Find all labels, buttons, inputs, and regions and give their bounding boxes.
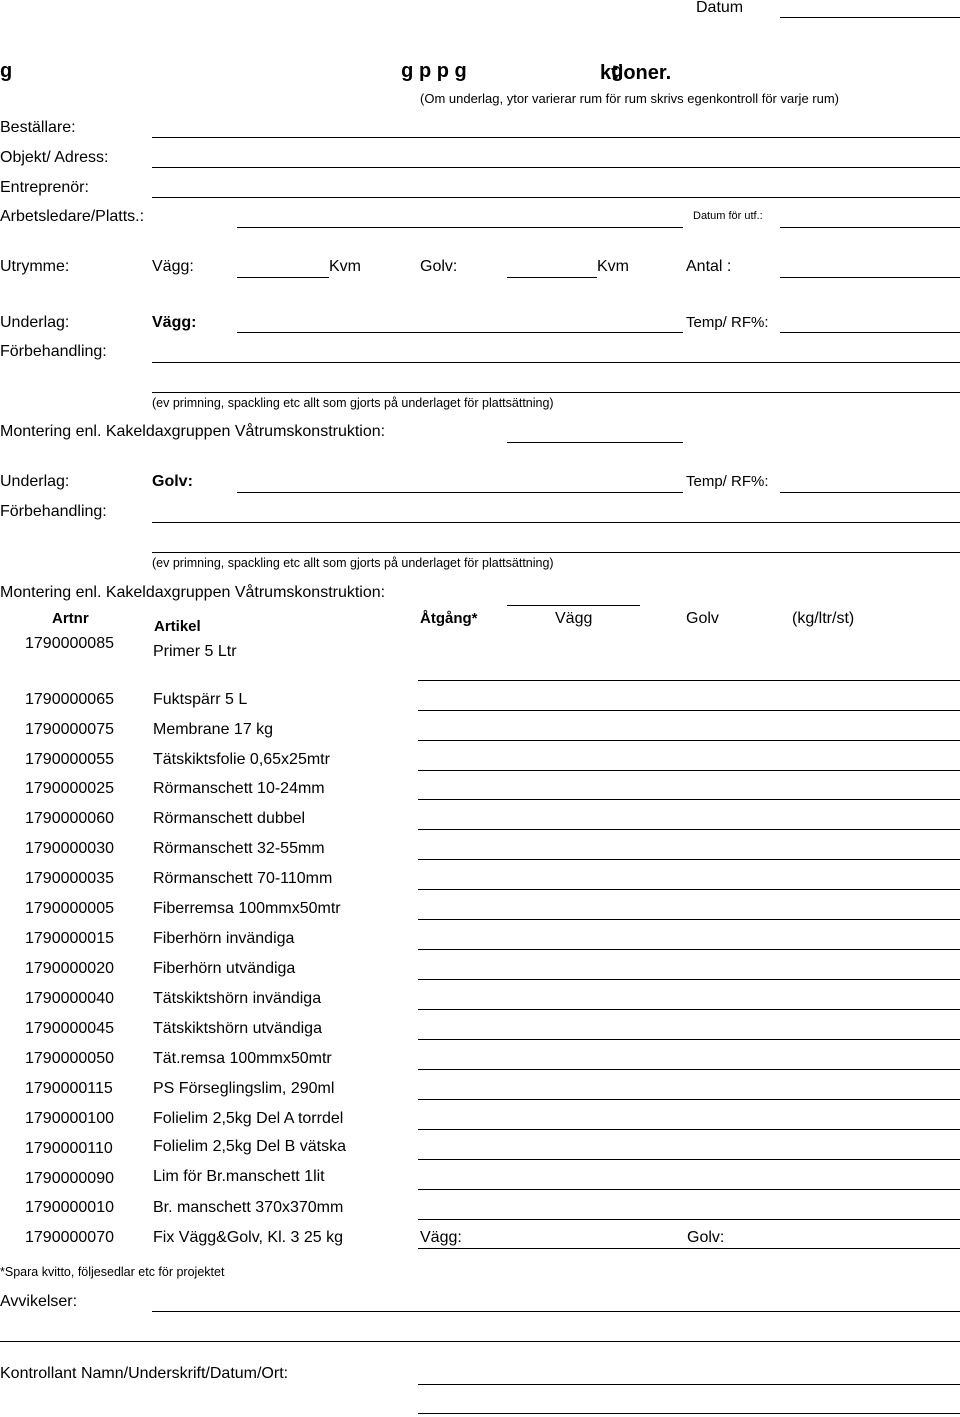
usage-line[interactable]: [418, 1099, 960, 1100]
row-article: Rörmanschett 70-110mm: [153, 870, 333, 887]
controller-label: Kontrollant Namn/Underskrift/Datum/Ort:: [0, 1365, 289, 1382]
row-artnr: 1790000030: [25, 840, 114, 857]
row-artnr: 1790000090: [25, 1170, 114, 1187]
usage-line[interactable]: [418, 859, 960, 860]
usage-line[interactable]: [418, 1129, 960, 1130]
wall-pretreatment-label: Förbehandling:: [0, 343, 107, 360]
floor-substrate-label: Underlag:: [0, 473, 70, 490]
wall-temp-field[interactable]: [780, 332, 960, 333]
contractor-label: Entreprenör:: [0, 179, 89, 196]
room-label: Utrymme:: [0, 258, 70, 275]
row-article: Br. manschett 370x370mm: [153, 1199, 344, 1216]
col-unit-header: (kg/ltr/st): [792, 610, 855, 627]
wall-temp-label: Temp/ RF%:: [686, 314, 769, 331]
usage-line[interactable]: [418, 710, 960, 711]
usage-line[interactable]: [418, 979, 960, 980]
row-article: PS Förseglingslim, 290ml: [153, 1080, 335, 1097]
last-row-floor-label: Golv:: [687, 1229, 725, 1246]
floor-mounting-field[interactable]: [507, 605, 640, 606]
row-article: Fiberhörn invändiga: [153, 930, 295, 947]
row-article: Tätskiktshörn utvändiga: [153, 1020, 322, 1037]
clipped-heading-glyphs: g g p p g g: [0, 60, 624, 82]
date-exec-label: Datum för utf.:: [693, 210, 763, 222]
wall-substrate-field[interactable]: [237, 332, 683, 333]
row-artnr: 1790000085: [25, 635, 114, 652]
room-floor-label: Golv:: [420, 258, 458, 275]
clipped-heading-fragment: [0, 60, 624, 84]
deviations-label: Avvikelser:: [0, 1293, 78, 1310]
usage-line[interactable]: [418, 740, 960, 741]
object-address-field[interactable]: [152, 167, 960, 168]
wall-pretreatment-field-2[interactable]: [152, 392, 960, 393]
row-artnr: 1790000040: [25, 990, 114, 1007]
room-wall-field[interactable]: [237, 277, 329, 278]
document-subtitle: (Om underlag, ytor varierar rum för rum skrivs egenkontroll för varje rum): [420, 91, 840, 106]
row-artnr: 1790000050: [25, 1050, 114, 1067]
floor-temp-field[interactable]: [780, 492, 960, 493]
receipt-note: *Spara kvitto, följesedlar etc för projektet: [0, 1265, 225, 1279]
row-article: Membrane 17 kg: [153, 721, 274, 738]
floor-substrate-field[interactable]: [237, 492, 683, 493]
wall-mounting-label: Montering enl. Kakeldaxgruppen Våtrumskonstruktion:: [0, 423, 386, 440]
row-artnr: 1790000045: [25, 1020, 114, 1037]
col-usage-header: Åtgång*: [420, 610, 478, 627]
row-article: Tätskiktsfolie 0,65x25mtr: [153, 751, 330, 768]
row-article: Rörmanschett 32-55mm: [153, 840, 325, 857]
floor-type-label: Golv:: [152, 473, 193, 490]
room-count-field[interactable]: [780, 277, 960, 278]
row-article: Lim för Br.manschett 1lit: [153, 1168, 325, 1185]
row-artnr: 1790000035: [25, 870, 114, 887]
row-article: Fiberremsa 100mmx50mtr: [153, 900, 341, 917]
wall-pretreatment-note: (ev primning, spackling etc allt som gjorts på underlaget för plattsättning): [152, 396, 554, 410]
wall-pretreatment-field-1[interactable]: [152, 362, 960, 363]
usage-line[interactable]: [418, 1248, 960, 1249]
deviations-field-1[interactable]: [152, 1311, 960, 1312]
usage-line[interactable]: [418, 770, 960, 771]
col-article-header: Artikel: [154, 618, 201, 635]
last-row-wall-label: Vägg:: [420, 1229, 462, 1246]
floor-pretreatment-label: Förbehandling:: [0, 503, 107, 520]
col-artnr-header: Artnr: [52, 610, 89, 627]
floor-mounting-label: Montering enl. Kakeldaxgruppen Våtrumskonstruktion:: [0, 584, 386, 601]
deviations-field-2[interactable]: [0, 1341, 960, 1342]
orderer-field[interactable]: [152, 137, 960, 138]
supervisor-field[interactable]: [237, 227, 683, 228]
row-artnr: 1790000075: [25, 721, 114, 738]
row-artnr: 1790000070: [25, 1229, 114, 1246]
row-article: Rörmanschett dubbel: [153, 810, 306, 827]
room-kvm2-label: Kvm: [597, 258, 629, 275]
usage-line[interactable]: [418, 680, 960, 681]
controller-field-2[interactable]: [418, 1413, 960, 1414]
usage-line[interactable]: [418, 949, 960, 950]
row-artnr: 1790000060: [25, 810, 114, 827]
usage-line[interactable]: [418, 1159, 960, 1160]
usage-line[interactable]: [418, 1039, 960, 1040]
room-count-label: Antal :: [686, 258, 732, 275]
floor-pretreatment-field-1[interactable]: [152, 522, 960, 523]
object-address-label: Objekt/ Adress:: [0, 149, 109, 166]
row-article: Folielim 2,5kg Del A torrdel: [153, 1110, 344, 1127]
date-label: Datum: [696, 0, 744, 16]
row-artnr: 1790000025: [25, 780, 114, 797]
row-artnr: 1790000005: [25, 900, 114, 917]
row-artnr: 1790000100: [25, 1110, 114, 1127]
controller-field-1[interactable]: [418, 1384, 960, 1385]
row-article: Fuktspärr 5 L: [153, 691, 248, 708]
col-wall-header: Vägg: [555, 610, 593, 627]
date-line[interactable]: [780, 17, 960, 18]
row-article: Fix Vägg&Golv, Kl. 3 25 kg: [153, 1229, 344, 1246]
contractor-field[interactable]: [152, 197, 960, 198]
usage-line[interactable]: [418, 889, 960, 890]
row-article: Primer 5 Ltr: [153, 643, 237, 660]
col-floor-header: Golv: [686, 610, 719, 627]
usage-line[interactable]: [418, 1219, 960, 1220]
date-exec-field[interactable]: [780, 227, 960, 228]
supervisor-label: Arbetsledare/Platts.:: [0, 208, 145, 225]
room-kvm1-label: Kvm: [329, 258, 361, 275]
row-artnr: 1790000020: [25, 960, 114, 977]
row-artnr: 1790000110: [25, 1140, 113, 1157]
room-wall-label: Vägg:: [152, 258, 194, 275]
floor-temp-label: Temp/ RF%:: [686, 473, 769, 490]
document-title: ktioner.: [600, 62, 672, 84]
row-article: Rörmanschett 10-24mm: [153, 780, 325, 797]
room-floor-field[interactable]: [507, 277, 597, 278]
wall-type-label: Vägg:: [152, 314, 197, 331]
wall-mounting-field[interactable]: [507, 442, 683, 443]
wall-substrate-label: Underlag:: [0, 314, 70, 331]
row-artnr: 1790000015: [25, 930, 114, 947]
orderer-label: Beställare:: [0, 119, 76, 136]
floor-pretreatment-field-2[interactable]: [152, 552, 960, 553]
row-artnr: 1790000065: [25, 691, 114, 708]
floor-pretreatment-note: (ev primning, spackling etc allt som gjorts på underlaget för plattsättning): [152, 556, 554, 570]
usage-line[interactable]: [418, 1189, 960, 1190]
usage-line[interactable]: [418, 1069, 960, 1070]
usage-line[interactable]: [418, 829, 960, 830]
usage-line[interactable]: [418, 1009, 960, 1010]
row-article: Tätskiktshörn invändiga: [153, 990, 322, 1007]
row-article: Tät.remsa 100mmx50mtr: [153, 1050, 332, 1067]
row-artnr: 1790000010: [25, 1199, 114, 1216]
usage-line[interactable]: [418, 919, 960, 920]
row-article: Folielim 2,5kg Del B vätska: [153, 1138, 346, 1155]
usage-line[interactable]: [418, 799, 960, 800]
row-artnr: 1790000115: [25, 1080, 113, 1097]
row-article: Fiberhörn utvändiga: [153, 960, 296, 977]
row-artnr: 1790000055: [25, 751, 114, 768]
